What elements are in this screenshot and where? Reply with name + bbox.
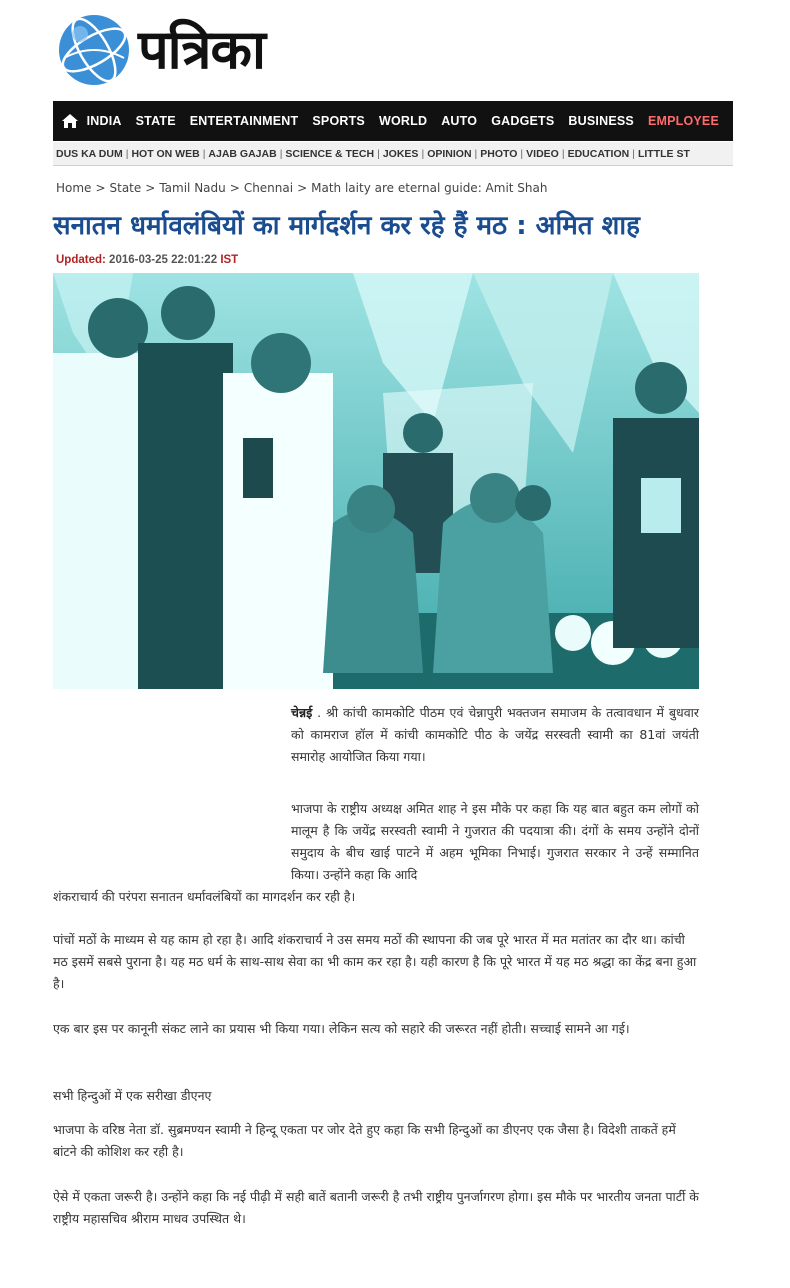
dateline: चेन्नई — [291, 705, 313, 720]
subnav-item-hot-on-web[interactable]: HOT ON WEB — [131, 147, 200, 160]
nav-home-button[interactable] — [53, 101, 87, 141]
breadcrumb-home[interactable]: Home — [56, 181, 92, 195]
article-paragraph-1-text: . श्री कांची कामकोटि पीठम एवं चेन्नापुरी भक्तजन समाजम के तत्वावधान में बुधवार को कामराज हॉल में कांची कामकोटि पीठ के जयेंद्र सरस्वती स्वामी का 81वां जयंती समारोह आयोजित किया गया। — [291, 705, 699, 764]
article-body-6 — [53, 1186, 699, 1230]
breadcrumb-separator: > — [229, 181, 240, 195]
nav-item-auto[interactable]: AUTO — [441, 114, 478, 128]
updated-timezone: IST — [220, 254, 239, 266]
breadcrumb-separator: > — [145, 181, 156, 195]
subnav-separator: | — [202, 147, 206, 160]
subnav-separator: | — [421, 147, 425, 160]
subnav-item-education[interactable]: EDUCATION — [567, 147, 630, 160]
breadcrumb-current: Math laity are eternal guide: Amit Shah — [311, 181, 548, 195]
article-paragraph-6: ऐसे में एकता जरूरी है। उन्होंने कहा कि नई पीढ़ी में सही बातें बतानी जरूरी है तभी राष्ट्रीय पुनर्जागरण होगा। इस मौके पर भारतीय जनता पार्टी के राष्ट्रीय महासचिव श्रीराम माधव उपस्थित थे। — [53, 1189, 699, 1226]
nav-item-world[interactable]: WORLD — [378, 114, 428, 128]
article-paragraph-2a: भाजपा के राष्ट्रीय अध्यक्ष अमित शाह ने इस मौके पर कहा कि यह बात बहुत कम लोगों को मालूम है कि जयेंद्र सरस्वती स्वामी ने गुजरात की पदयात्रा की। दंगों के समय उन्होंने दोनों समुदाय के बीच खाई पाटने में अहम भूमिका निभाई। गुजरात सरकार ने उन्हें सम्मानित किया। उन्होंने कहा कि आदि — [291, 801, 699, 882]
breadcrumb — [56, 181, 547, 195]
article-paragraph-5: भाजपा के वरिष्ठ नेता डॉ. सुब्रमण्यन स्वामी ने हिन्दू एकता पर जोर देते हुए कहा कि सभी हिन्दुओं का डीएनए एक जैसा है। विदेशी ताकतें हमें बांटने की कोशिश कर रही है। — [53, 1122, 676, 1159]
breadcrumb-separator: > — [297, 181, 308, 195]
subnav-item-science-tech[interactable]: SCIENCE & TECH — [285, 147, 375, 160]
nav-item-india[interactable]: INDIA — [86, 114, 122, 128]
subnav-separator: | — [632, 147, 635, 160]
globe-logo-icon — [56, 12, 132, 88]
nav-item-gadgets[interactable]: GADGETS — [491, 114, 555, 128]
article-paragraph-3: पांचों मठों के माध्यम से यह काम हो रहा है। आदि शंकराचार्य ने उस समय मठों की स्थापना की जब पूरे भारत में मत मतांतर का दौर था। कांची मठ इसमें सबसे पुराना है। यह मठ धर्म के साथ-साथ सेवा का भी काम कर रहा है। यही कारण है कि पूरे भारत में यह मठ श्रद्धा का केंद्र बना हुआ है। — [53, 932, 697, 991]
breadcrumb-chennai[interactable]: Chennai — [243, 181, 294, 195]
breadcrumb-state[interactable]: State — [109, 181, 142, 195]
nav-item-employee[interactable]: EMPLOYEE — [647, 114, 719, 128]
event-photo-illustration — [53, 273, 699, 689]
subnav-item-opinion[interactable]: OPINION — [427, 147, 472, 160]
subnav-separator: | — [377, 147, 380, 160]
article-photo — [53, 273, 699, 689]
subnav-item-dus-ka-dum[interactable]: DUS KA DUM — [56, 147, 123, 160]
nav-item-entertainment[interactable]: ENTERTAINMENT — [189, 114, 299, 128]
article-body-5 — [53, 1119, 699, 1163]
article-body-4 — [53, 1018, 699, 1040]
subnav-separator: | — [279, 147, 283, 160]
updated-label: Updated: — [56, 254, 106, 266]
site-logo[interactable] — [56, 12, 316, 88]
subnav-separator: | — [561, 147, 565, 160]
updated-value: 2016-03-25 22:01:22 — [109, 254, 218, 266]
article-subhead-block — [53, 1085, 699, 1107]
article-paragraph-4: एक बार इस पर कानूनी संकट लाने का प्रयास भी किया गया। लेकिन सत्य को सहारे की जरूरत नहीं होती। सच्चाई सामने आ गई। — [53, 1021, 630, 1036]
subnav-item-little-st[interactable]: LITTLE ST — [637, 147, 690, 160]
article-paragraph-2b: शंकराचार्य की परंपरा सनातन धर्मावलंबियों का मागदर्शन कर रही है। — [53, 889, 356, 904]
breadcrumb-separator: > — [95, 181, 106, 195]
article-body — [53, 702, 699, 768]
nav-item-state[interactable]: STATE — [135, 114, 176, 128]
logo-text: पत्रिका — [138, 18, 265, 81]
subnav-item-photo[interactable]: PHOTO — [480, 147, 518, 160]
subnav-separator: | — [474, 147, 478, 160]
updated-timestamp — [56, 254, 238, 266]
article-subheading: सभी हिन्दुओं में एक सरीखा डीएनए — [53, 1088, 212, 1103]
subnav-separator: | — [125, 147, 129, 160]
article-headline: सनातन धर्मावलंबियों का मार्गदर्शन कर रहे हैं मठ : अमित शाह — [53, 211, 640, 241]
article-body-2 — [53, 798, 699, 908]
subnav-item-ajab-gajab[interactable]: AJAB GAJAB — [208, 147, 277, 160]
sub-nav — [53, 142, 733, 166]
breadcrumb-tamil-nadu[interactable]: Tamil Nadu — [159, 181, 226, 195]
subnav-item-video[interactable]: VIDEO — [526, 147, 559, 160]
main-nav — [53, 101, 733, 141]
article-body-3 — [53, 929, 699, 995]
home-icon — [61, 113, 79, 129]
nav-item-sports[interactable]: SPORTS — [312, 114, 365, 128]
nav-item-business[interactable]: BUSINESS — [568, 114, 634, 128]
subnav-separator: | — [520, 147, 524, 160]
article-paragraph — [53, 702, 699, 768]
subnav-item-jokes[interactable]: JOKES — [382, 147, 419, 160]
